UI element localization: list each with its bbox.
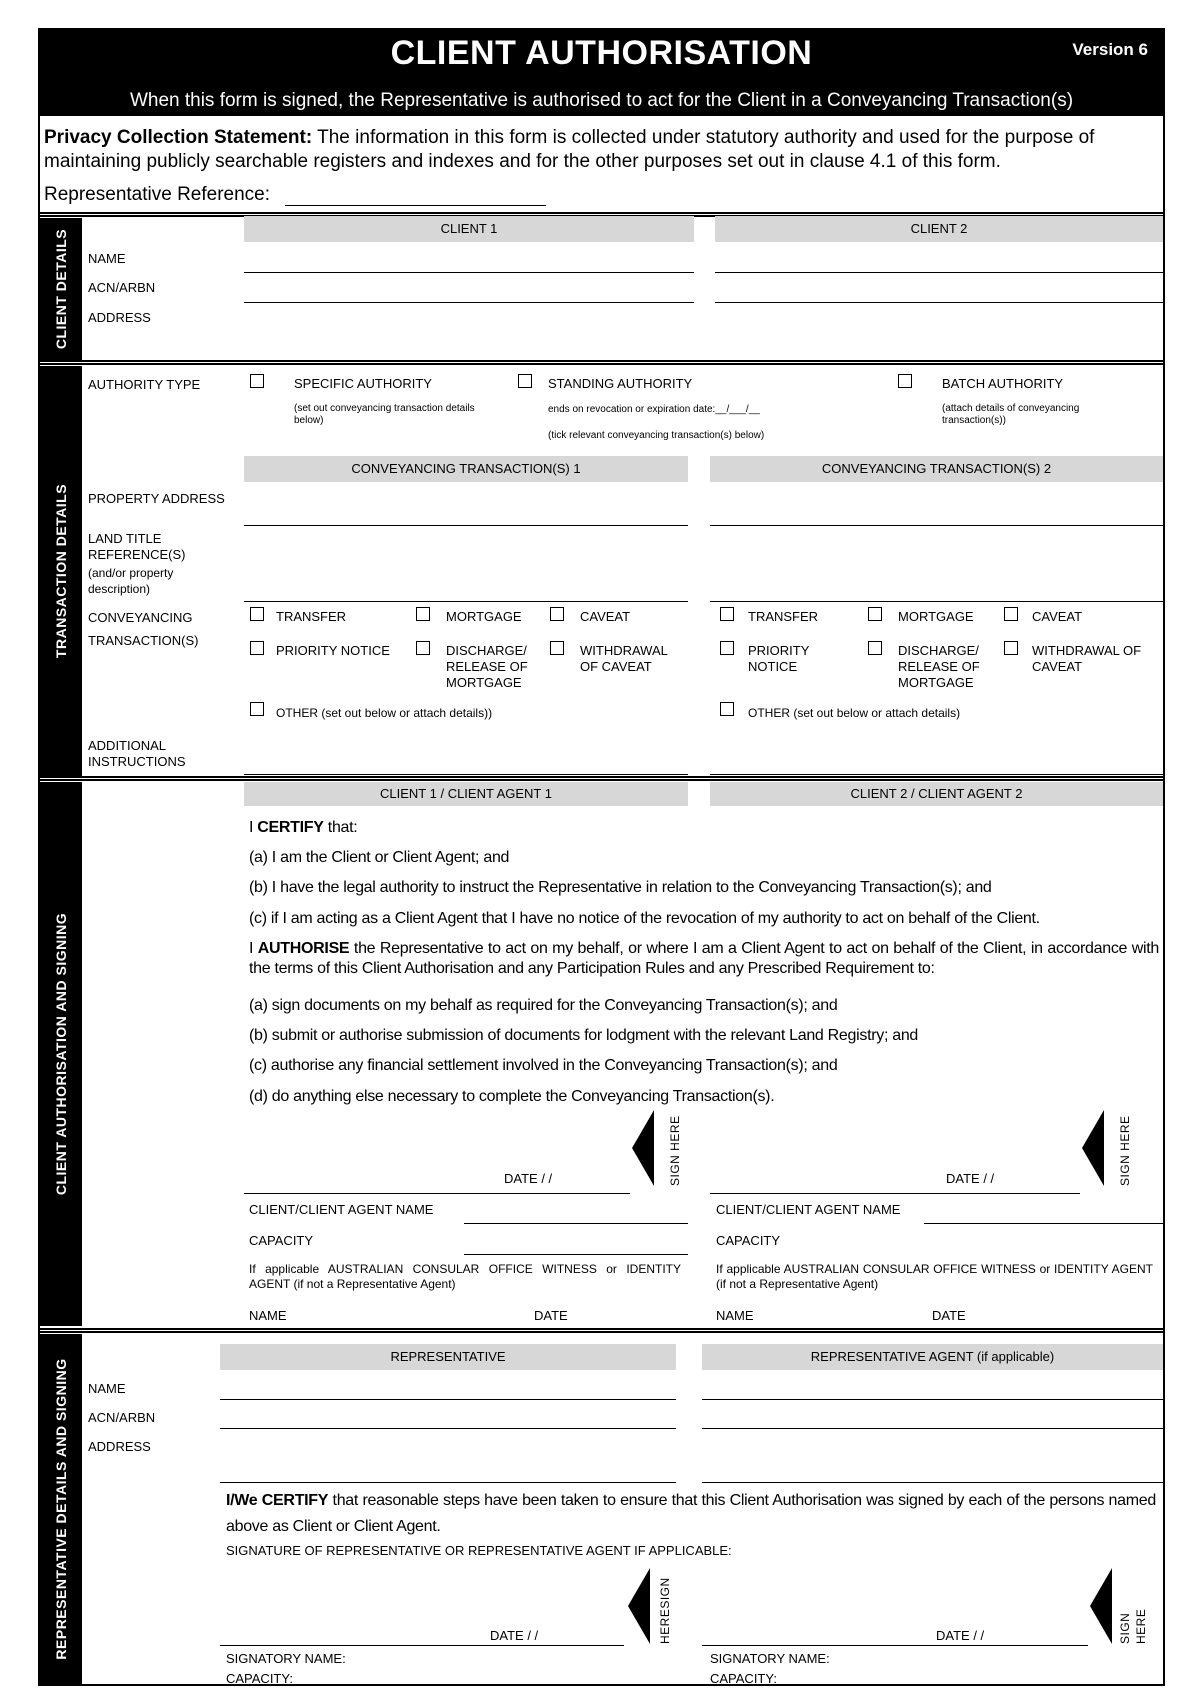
- transaction-details-label: TRANSACTION DETAILS: [53, 483, 69, 659]
- witness-name-label: NAME: [716, 1308, 754, 1323]
- version-label: Version 6: [1072, 40, 1148, 59]
- witness-label: If applicable AUSTRALIAN CONSULAR OFFICE WITNESS or IDENTITY AGENT (if not a Representative Agent): [716, 1262, 1153, 1291]
- rep-agent-acn-field[interactable]: [702, 1428, 1163, 1429]
- property-address-label: PROPERTY ADDRESS: [88, 491, 225, 506]
- capacity-label: CAPACITY: [249, 1233, 314, 1248]
- authorise-item-a: (a) sign documents on my behalf as required for the Conveyancing Transaction(s); and: [249, 997, 838, 1014]
- withdrawal-2-checkbox[interactable]: [1004, 641, 1018, 655]
- standing-authority-checkbox[interactable]: [518, 374, 532, 388]
- discharge-1-label: DISCHARGE/ RELEASE OF MORTGAGE: [446, 643, 528, 690]
- standing-authority-label: STANDING AUTHORITY: [548, 376, 693, 391]
- transfer-2-label: TRANSFER: [748, 609, 819, 624]
- rep-name-label: NAME: [88, 1381, 126, 1396]
- additional-instructions-label: ADDITIONAL INSTRUCTIONS: [88, 738, 186, 769]
- withdrawal-2-label: WITHDRAWAL OF CAVEAT: [1032, 643, 1142, 674]
- client-details-sidebar: [40, 218, 82, 360]
- batch-authority-checkbox[interactable]: [898, 374, 912, 388]
- caveat-1-label: CAVEAT: [580, 609, 631, 624]
- representative-details-label: REPRESENTATIVE DETAILS AND SIGNING: [53, 1358, 69, 1660]
- batch-authority-note: (attach details of conveyancing transaction(s)): [942, 403, 1080, 426]
- conveyancing-label: CONVEYANCING: [88, 610, 193, 625]
- rep-date-label: DATE / /: [490, 1628, 539, 1643]
- client-agent-2-name-field[interactable]: [924, 1223, 1163, 1224]
- rep-certify-bold: I/We CERTIFY: [226, 1492, 329, 1509]
- client-agent-1-name-field[interactable]: [464, 1223, 688, 1224]
- witness-name-label: NAME: [249, 1308, 287, 1323]
- transfer-2-checkbox[interactable]: [720, 607, 734, 621]
- conveyancing-1-header: CONVEYANCING TRANSACTION(S) 1: [244, 456, 688, 482]
- priority-notice-2-label: PRIORITY NOTICE: [748, 643, 810, 674]
- transfer-1-checkbox[interactable]: [250, 607, 264, 621]
- rep-address-label: ADDRESS: [88, 1439, 151, 1454]
- withdrawal-1-label: WITHDRAWAL OF CAVEAT: [580, 643, 668, 674]
- discharge-2-label: DISCHARGE/ RELEASE OF MORTGAGE: [898, 643, 980, 690]
- client-2-name-field[interactable]: [715, 272, 1163, 273]
- client-authorisation-label: CLIENT AUTHORISATION AND SIGNING: [53, 912, 69, 1196]
- land-title-2-field[interactable]: [710, 601, 1163, 602]
- client-agent-1-header: CLIENT 1 / CLIENT AGENT 1: [244, 782, 688, 806]
- caveat-1-checkbox[interactable]: [550, 607, 564, 621]
- other-1-checkbox[interactable]: [250, 702, 264, 716]
- client-agent-name-label: CLIENT/CLIENT AGENT NAME: [716, 1202, 901, 1217]
- additional-instructions-2-field[interactable]: [710, 774, 1163, 775]
- land-title-1-field[interactable]: [244, 601, 688, 602]
- specific-authority-note: (set out conveyancing transaction details below): [294, 403, 475, 426]
- mortgage-1-label: MORTGAGE: [446, 609, 522, 624]
- authorise-post: the Representative to act on my behalf, or where I am a Client Agent to act on behalf of the Client, in accordance with the terms of this Client Authorisation and any Participation Rules and any Prescribed Requirement to:: [249, 940, 1159, 977]
- witness-date-label: DATE: [534, 1308, 568, 1323]
- rep-certify-paragraph: [226, 1488, 1156, 1540]
- priority-notice-2-checkbox[interactable]: [720, 641, 734, 655]
- rep-acn-field[interactable]: [220, 1428, 676, 1429]
- authorise-bold: AUTHORISE: [257, 940, 350, 957]
- property-address-2-field[interactable]: [710, 525, 1163, 526]
- signing-sidebar: [40, 782, 82, 1326]
- client-address-label: ADDRESS: [88, 310, 151, 325]
- client-1-acn-field[interactable]: [244, 302, 694, 303]
- client-agent-2-header: CLIENT 2 / CLIENT AGENT 2: [710, 782, 1163, 806]
- land-title-note: (and/or property description): [88, 566, 174, 596]
- mortgage-1-checkbox[interactable]: [416, 607, 430, 621]
- rep-here-label: HERE: [1134, 1608, 1148, 1644]
- client-2-acn-field[interactable]: [715, 302, 1163, 303]
- form-title: CLIENT AUTHORISATION: [390, 34, 813, 72]
- discharge-2-checkbox[interactable]: [868, 641, 882, 655]
- form-subtitle: When this form is signed, the Representative is authorised to act for the Client in a Conveyancing Transaction(s): [129, 90, 1074, 111]
- rep-signature-field[interactable]: [220, 1645, 624, 1646]
- certify-heading: [249, 818, 357, 838]
- date-label: DATE / /: [504, 1171, 553, 1186]
- sign-arrow-icon: [1090, 1568, 1112, 1644]
- client-1-header: CLIENT 1: [244, 216, 694, 242]
- privacy-text: The information in this form is collected under statutory authority and used for the purpose of maintaining publicly searchable registers and indexes and for the other purposes set out in clause 4.1 of this form.: [44, 127, 1095, 172]
- additional-instructions-1-field[interactable]: [244, 774, 688, 775]
- certify-item-b: (b) I have the legal authority to instruct the Representative in relation to the Conveyancing Transaction(s); and: [249, 879, 992, 896]
- certify-bold: CERTIFY: [257, 819, 324, 836]
- certify-item-a: (a) I am the Client or Client Agent; and: [249, 849, 510, 866]
- priority-notice-1-label: PRIORITY NOTICE: [276, 643, 390, 658]
- rep-agent-capacity-label: CAPACITY:: [710, 1671, 777, 1686]
- client-agent-name-label: CLIENT/CLIENT AGENT NAME: [249, 1202, 434, 1217]
- mortgage-2-label: MORTGAGE: [898, 609, 974, 624]
- privacy-heading: Privacy Collection Statement:: [44, 127, 313, 148]
- discharge-1-checkbox[interactable]: [416, 641, 430, 655]
- withdrawal-1-checkbox[interactable]: [550, 641, 564, 655]
- specific-authority-label: SPECIFIC AUTHORITY: [294, 376, 432, 391]
- witness-label: If applicable AUSTRALIAN CONSULAR OFFICE WITNESS or IDENTITY AGENT (if not a Representative Agent): [249, 1262, 681, 1291]
- client-2-header: CLIENT 2: [715, 216, 1163, 242]
- certify-pre: I: [249, 819, 258, 836]
- rep-agent-address-field[interactable]: [702, 1482, 1163, 1483]
- authorise-pre: I: [249, 940, 258, 957]
- rep-agent-date-label: DATE / /: [936, 1628, 985, 1643]
- transfer-1-label: TRANSFER: [276, 609, 347, 624]
- rep-sign-here-label: HERESIGN: [658, 1577, 672, 1644]
- transactions-label: TRANSACTION(S): [88, 633, 199, 648]
- authorise-item-d: (d) do anything else necessary to complete the Conveyancing Transaction(s).: [249, 1088, 775, 1105]
- sign-arrow-icon: [1082, 1110, 1104, 1186]
- representative-sidebar: [40, 1334, 82, 1684]
- other-2-label: OTHER (set out below or attach details): [748, 706, 961, 720]
- certify-item-c: (c) if I am acting as a Client Agent that I have no notice of the revocation of my authority to act on behalf of the Client.: [249, 910, 1040, 927]
- authorise-item-c: (c) authorise any financial settlement involved in the Conveyancing Transaction(s); and: [249, 1057, 838, 1074]
- authorise-item-b: (b) submit or authorise submission of documents for lodgment with the relevant Land Registry; and: [249, 1027, 919, 1044]
- rep-address-field[interactable]: [220, 1482, 676, 1483]
- sign-arrow-icon: [632, 1110, 654, 1186]
- capacity-label: CAPACITY: [716, 1233, 781, 1248]
- land-title-label: LAND TITLE REFERENCE(S): [88, 531, 186, 562]
- priority-notice-1-checkbox[interactable]: [250, 641, 264, 655]
- specific-authority-checkbox[interactable]: [250, 374, 264, 388]
- transaction-sidebar: [40, 366, 82, 776]
- capacity-1-field[interactable]: [464, 1254, 688, 1255]
- representative-reference-label: Representative Reference:: [44, 184, 271, 205]
- client-acn-label: ACN/ARBN: [88, 280, 156, 295]
- representative-agent-header: REPRESENTATIVE AGENT (if applicable): [702, 1344, 1163, 1370]
- standing-authority-note: (tick relevant conveyancing transaction(s) below): [548, 430, 765, 441]
- client-2-signature-field[interactable]: [710, 1193, 1080, 1194]
- client-1-signature-field[interactable]: [244, 1193, 630, 1194]
- rep-sign-label: SIGN: [1118, 1612, 1132, 1644]
- batch-authority-label: BATCH AUTHORITY: [942, 376, 1064, 391]
- sign-arrow-icon: [628, 1568, 650, 1644]
- standing-authority-expiry: ends on revocation or expiration date:__/___/__: [548, 404, 760, 415]
- rep-agent-signature-field[interactable]: [702, 1645, 1088, 1646]
- mortgage-2-checkbox[interactable]: [868, 607, 882, 621]
- representative-header: REPRESENTATIVE: [220, 1344, 676, 1370]
- rep-name-field[interactable]: [220, 1399, 676, 1400]
- authorise-paragraph: [249, 939, 1159, 979]
- other-1-label: OTHER (set out below or attach details)): [276, 706, 493, 720]
- rep-capacity-label: CAPACITY:: [226, 1671, 293, 1686]
- caveat-2-label: CAVEAT: [1032, 609, 1083, 624]
- sign-here-label: SIGN HERE: [1118, 1115, 1132, 1186]
- witness-date-label: DATE: [932, 1308, 966, 1323]
- sign-here-label: SIGN HERE: [668, 1115, 682, 1186]
- client-details-label: CLIENT DETAILS: [53, 228, 69, 350]
- rep-certify-text: that reasonable steps have been taken to ensure that this Client Authorisation was signed by each of the persons named above as Client or Client Agent.: [226, 1492, 1156, 1535]
- section-separator: [38, 360, 1165, 365]
- other-2-checkbox[interactable]: [720, 702, 734, 716]
- caveat-2-checkbox[interactable]: [1004, 607, 1018, 621]
- conveyancing-2-header: CONVEYANCING TRANSACTION(S) 2: [710, 456, 1163, 482]
- form-frame: [38, 28, 1165, 1686]
- privacy-statement: [44, 126, 1156, 174]
- property-address-1-field[interactable]: [244, 525, 688, 526]
- signatory-name-label: SIGNATORY NAME:: [226, 1651, 346, 1666]
- certify-post: that:: [323, 819, 358, 836]
- client-name-label: NAME: [88, 251, 126, 266]
- authority-type-label: AUTHORITY TYPE: [88, 377, 201, 392]
- client-1-name-field[interactable]: [244, 272, 694, 273]
- rep-acn-label: ACN/ARBN: [88, 1410, 156, 1425]
- rep-signature-label: SIGNATURE OF REPRESENTATIVE OR REPRESENTATIVE AGENT IF APPLICABLE:: [226, 1543, 732, 1558]
- date-label: DATE / /: [946, 1171, 995, 1186]
- section-separator: [38, 776, 1165, 781]
- section-separator: [38, 1328, 1165, 1333]
- rep-agent-name-field[interactable]: [702, 1399, 1163, 1400]
- representative-reference-field[interactable]: [285, 205, 546, 206]
- rep-agent-signatory-label: SIGNATORY NAME:: [710, 1651, 830, 1666]
